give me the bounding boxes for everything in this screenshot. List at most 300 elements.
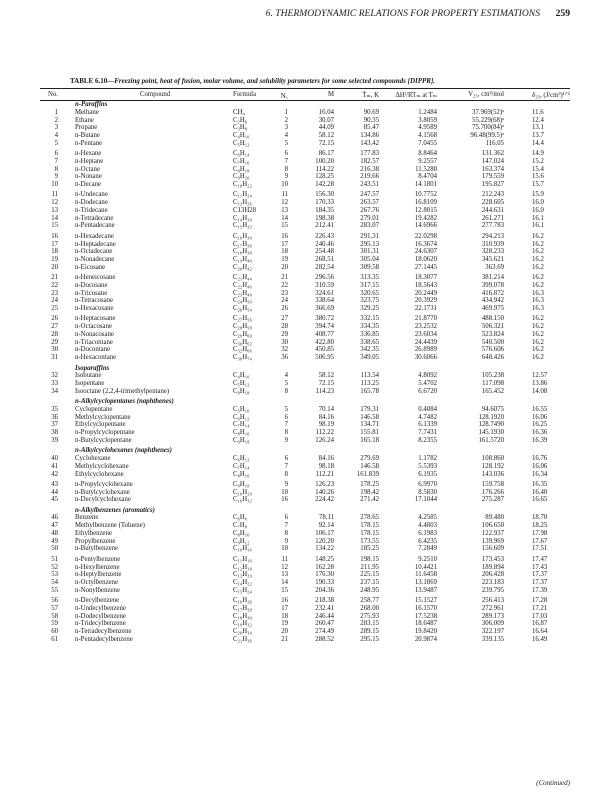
cell-compound: n-Octane	[75, 165, 100, 173]
cell-no: 4	[54, 132, 58, 139]
cell-compound: n-Hexacosane	[75, 305, 114, 313]
cell-compound: n-Nonane	[75, 173, 102, 181]
cell-compound: n-Octadecane	[75, 248, 113, 256]
cell-compound: n-Triacontane	[75, 338, 113, 346]
cell-nc: 18	[281, 612, 288, 620]
cell-hf: 4.2585	[418, 514, 437, 522]
cell-formula: C₁₃H₂₀	[233, 571, 252, 579]
cell-formula: C₇H₁₄	[233, 462, 250, 470]
cell-hf: 17.1044	[414, 496, 437, 504]
cell-hf: 18.0620	[414, 256, 437, 264]
cell-d: 13.7	[532, 132, 544, 139]
group-label: n-Paraffins	[75, 101, 108, 108]
cell-formula: C₈H₁₀	[233, 529, 250, 537]
table-row	[40, 471, 570, 479]
cell-v: 94.6075	[481, 405, 504, 413]
cell-m: 254.48	[315, 248, 334, 256]
cell-formula: C₈H₁₆	[233, 470, 250, 478]
cell-hf: 23.2532	[414, 323, 437, 331]
cell-d: 15.2	[532, 157, 544, 165]
cell-no: 37	[51, 421, 58, 429]
cell-v: 363.69	[485, 263, 504, 271]
cell-compound: n-Decane	[75, 181, 102, 189]
cell-compound: Benzene	[75, 514, 99, 522]
cell-nc: 24	[281, 297, 288, 305]
cell-m: 86.17	[318, 150, 334, 158]
cell-m: 338.64	[315, 297, 334, 305]
cell-nc: 9	[284, 537, 288, 545]
cell-d: 16.2	[532, 354, 544, 362]
cell-d: 17.67	[532, 537, 548, 545]
cell-compound: Ethylcyclohexane	[75, 470, 124, 478]
cell-compound: n-Tridecane	[75, 206, 108, 214]
cell-formula: C₂₇H₅₆	[233, 315, 252, 323]
cell-hf: 12.8015	[414, 206, 437, 214]
cell-m: 142.28	[315, 181, 334, 189]
cell-hf: 11.5280	[415, 165, 437, 173]
cell-tm: 165.18	[360, 436, 379, 444]
cell-hf: 10.7752	[414, 191, 437, 199]
cell-hf: 22.0298	[414, 232, 437, 240]
cell-no: 47	[51, 522, 58, 530]
cell-d: 16.36	[532, 429, 548, 437]
cell-nc: 22	[281, 281, 288, 289]
table-caption	[70, 77, 435, 85]
cell-m: 140.26	[315, 488, 334, 496]
cell-no: 38	[51, 429, 58, 437]
cell-tm: 267.76	[360, 206, 379, 214]
cell-formula: C₂₆H₅₄	[233, 305, 252, 313]
cell-v: 339.135	[481, 635, 504, 643]
cell-m: 98.19	[318, 421, 334, 429]
cell-hf: 15.1527	[414, 597, 437, 605]
table-row	[40, 207, 570, 215]
cell-d: 16.2	[532, 346, 544, 354]
cell-v: 195.827	[481, 181, 504, 189]
cell-m: 170.33	[315, 199, 334, 207]
cell-nc: 19	[281, 620, 288, 628]
cell-m: 408.77	[315, 330, 334, 338]
cell-v: 176.266	[481, 488, 504, 496]
cell-compound: Isooctane (2,2,4-trimethylpentane)	[75, 387, 170, 395]
cell-m: 232.41	[315, 604, 334, 612]
cell-hf: 0.4084	[418, 405, 437, 413]
cell-compound: n-Hexacontane	[75, 354, 117, 362]
cell-formula: CH₄	[233, 108, 245, 116]
cell-nc: 9	[284, 480, 288, 488]
cell-d: 16.2	[532, 330, 544, 338]
cell-m: 84.16	[318, 413, 334, 421]
cell-v: 540.500	[481, 338, 504, 346]
cell-d: 16.39	[532, 436, 548, 444]
cell-tm: 178.25	[360, 480, 379, 488]
cell-m: 310.59	[315, 281, 334, 289]
cell-m: 114.22	[315, 165, 334, 173]
cell-formula: C₃₆H₇₄	[233, 354, 252, 362]
cell-v: 122.937	[481, 529, 504, 537]
table-row	[40, 305, 570, 313]
cell-no: 43	[51, 480, 58, 488]
table-row	[40, 372, 570, 380]
cell-m: 78.11	[318, 514, 334, 522]
table-row	[40, 274, 570, 282]
cell-tm: 134.86	[360, 132, 379, 139]
cell-v: 228.605	[481, 199, 504, 207]
cell-tm: 291.31	[360, 232, 379, 240]
cell-hf: 7.7431	[418, 429, 437, 437]
cell-formula: C₂₁H₄₄	[233, 274, 252, 282]
cell-no: 23	[51, 289, 58, 297]
table-row	[40, 158, 570, 166]
cell-tm: 283.15	[360, 620, 379, 628]
cell-nc: 7	[284, 522, 288, 530]
cell-v: 239.795	[481, 586, 504, 594]
cell-no: 32	[51, 372, 58, 380]
cell-v: 294.213	[481, 232, 504, 240]
cell-hf: 27.1445	[414, 263, 437, 271]
cell-d: 15.6	[532, 173, 544, 181]
cell-d: 17.47	[532, 555, 548, 563]
cell-hf: 4.4803	[418, 522, 437, 530]
cell-no: 48	[51, 529, 58, 537]
cell-m: 156.30	[315, 191, 334, 199]
cell-no: 59	[51, 620, 58, 628]
cell-nc: 16	[281, 496, 288, 504]
col-hf: ΔHᶠ/RTₘ at Tₘ	[395, 92, 437, 99]
cell-d: 17.21	[532, 604, 548, 612]
cell-formula: C₆H₁₂	[233, 413, 250, 421]
cell-no: 46	[51, 514, 58, 522]
cell-no: 39	[51, 436, 58, 444]
cell-no: 45	[51, 496, 58, 504]
group-label: n-Alkylcyclohexanes (naphthenes)	[75, 447, 172, 455]
table-row	[40, 579, 570, 587]
cell-formula: C₂₀H₄₂	[233, 263, 252, 271]
group-header	[40, 507, 570, 515]
cell-tm: 211.95	[360, 563, 379, 571]
cell-d: 16.35	[532, 480, 548, 488]
cell-formula: C₆H₁₄	[233, 150, 250, 158]
table-row	[40, 380, 570, 388]
cell-d: 16.25	[532, 421, 548, 429]
cell-no: 33	[51, 380, 58, 388]
cell-hf: 23.6034	[414, 330, 437, 338]
cell-m: 106.17	[315, 529, 334, 537]
cell-compound: Ethylcyclopentane	[75, 421, 126, 429]
cell-nc: 8	[284, 387, 288, 395]
cell-formula: C₉H₁₈	[233, 436, 250, 444]
cell-tm: 178.15	[360, 529, 379, 537]
cell-compound: n-Tetradecylbenzene	[75, 628, 132, 636]
cell-m: 114.23	[315, 387, 334, 395]
cell-tm: 336.85	[360, 330, 379, 338]
cell-tm: 279.69	[360, 455, 379, 462]
cell-nc: 10	[281, 545, 288, 553]
cell-v: 576.606	[481, 346, 504, 354]
cell-no: 50	[51, 545, 58, 553]
cell-m: 450.85	[315, 346, 334, 354]
cell-d: 16.55	[532, 405, 548, 413]
col-compound: Compound	[140, 91, 171, 98]
cell-m: 120.20	[315, 537, 334, 545]
cell-m: 30.07	[318, 116, 334, 124]
table-row	[40, 496, 570, 504]
group-header	[40, 365, 570, 373]
cell-tm: 146.58	[360, 413, 379, 421]
table-row	[40, 199, 570, 207]
table-row	[40, 522, 570, 530]
cell-no: 30	[51, 346, 58, 354]
cell-m: 126.23	[315, 480, 334, 488]
cell-compound: n-Nonadecane	[75, 256, 115, 264]
cell-compound: n-Decylbenzene	[75, 597, 120, 605]
cell-compound: n-Heptadecane	[75, 240, 116, 248]
cell-no: 27	[51, 323, 58, 331]
cell-compound: n-Butylbenzene	[75, 545, 119, 553]
cell-no: 5	[54, 139, 58, 147]
cell-nc: 14	[281, 214, 288, 222]
cell-hf: 6.1339	[418, 421, 437, 429]
cell-no: 40	[51, 455, 58, 462]
cell-m: 268.51	[315, 256, 334, 264]
cell-tm: 275.93	[360, 612, 379, 620]
cell-formula: C₅H₁₂	[233, 380, 250, 388]
table-row	[40, 140, 570, 148]
cell-tm: 90.35	[363, 116, 379, 124]
cell-v: 272.961	[481, 604, 504, 612]
cell-nc: 8	[284, 470, 288, 478]
cell-v: 116.05	[485, 139, 504, 147]
cell-nc: 13	[281, 206, 288, 214]
group-label: n-Alkylcyclopentanes (naphthenes)	[75, 398, 174, 406]
cell-compound: n-Dodecane	[75, 199, 108, 207]
cell-compound: Methane	[75, 108, 99, 116]
table-row	[40, 323, 570, 331]
cell-tm: 177.83	[360, 150, 379, 158]
cell-nc: 12	[281, 563, 288, 571]
cell-no: 60	[51, 628, 58, 636]
cell-d: 17.37	[532, 571, 548, 579]
cell-tm: 271.42	[360, 496, 379, 504]
cell-nc: 8	[284, 529, 288, 537]
col-formula: Formula	[233, 91, 257, 98]
cell-d: 16.2	[532, 281, 544, 289]
cell-no: 52	[51, 563, 58, 571]
cell-nc: 6	[284, 413, 288, 421]
cell-no: 17	[51, 240, 58, 248]
cell-hf: 9.2510	[418, 555, 437, 563]
cell-m: 288.52	[315, 635, 334, 643]
col-v: V₂₅, cm³/mol	[468, 91, 504, 98]
cell-compound: n-Docontane	[75, 346, 111, 354]
cell-no: 15	[51, 222, 58, 230]
cell-hf: 6.6720	[418, 387, 437, 395]
cell-hf: 4.9589	[418, 124, 437, 132]
cell-d: 16.3	[532, 305, 544, 313]
table-row	[40, 414, 570, 422]
table-row	[40, 636, 570, 644]
cell-m: 506.95	[315, 354, 334, 362]
cell-hf: 13.9487	[414, 586, 437, 594]
cell-nc: 6	[284, 455, 288, 462]
cell-v: 261.271	[481, 214, 504, 222]
cell-no: 11	[51, 191, 58, 199]
cell-compound: Propane	[75, 124, 98, 132]
cell-d: 12.57	[532, 372, 548, 380]
caption-text: —Freezing point, heat of fusion, molar volume, and solubility parameters for some selected compounds [DIPPR].	[107, 77, 436, 85]
cell-formula: C₁₈H₃₀	[233, 612, 252, 620]
cell-m: 394.74	[315, 323, 334, 331]
cell-nc: 5	[284, 380, 288, 388]
cell-hf: 1.1782	[418, 455, 437, 462]
cell-m: 260.47	[315, 620, 334, 628]
cell-compound: n-Propylcyclohexane	[75, 480, 133, 488]
cell-compound: n-Pentadecane	[75, 222, 115, 230]
cell-formula: C₁₆H₂₆	[233, 597, 252, 605]
table-row	[40, 215, 570, 223]
cell-v: 55.229(68)ᵃ	[472, 116, 504, 124]
cell-v: 75.700(84)ᵃ	[472, 124, 504, 132]
cell-tm: 248.95	[360, 586, 379, 594]
cell-hf: 11.6458	[415, 571, 437, 579]
cell-no: 14	[51, 214, 58, 222]
cell-nc: 13	[281, 571, 288, 579]
cell-nc: 14	[281, 579, 288, 587]
cell-compound: n-Undecane	[75, 191, 108, 199]
cell-m: 112.22	[315, 429, 334, 437]
cell-v: 89.480	[485, 514, 504, 522]
cell-v: 145.1930	[478, 429, 504, 437]
cell-no: 61	[51, 635, 58, 643]
cell-formula: C₇H₈	[233, 522, 248, 530]
cell-m: 324.61	[315, 289, 334, 297]
cell-d: 16.2	[532, 274, 544, 282]
cell-m: 148.25	[315, 555, 334, 563]
cell-nc: 8	[284, 165, 288, 173]
cell-formula: C₁₀H₂₀	[233, 488, 252, 496]
cell-tm: 225.15	[360, 571, 379, 579]
cell-compound: n-Butylcyclopentane	[75, 436, 132, 444]
cell-d: 16.2	[532, 240, 544, 248]
cell-tm: 161.839	[356, 470, 379, 478]
cell-nc: 16	[281, 232, 288, 240]
cell-d: 16.0	[532, 199, 544, 207]
cell-hf: 20.2449	[414, 289, 437, 297]
cell-m: 112.21	[315, 470, 334, 478]
cell-v: 328.233	[481, 248, 504, 256]
cell-v: 381.214	[481, 274, 504, 282]
cell-v: 256.413	[481, 597, 504, 605]
cell-m: 16.04	[318, 108, 334, 116]
table-row	[40, 538, 570, 546]
table-row	[40, 514, 570, 522]
cell-v: 173.453	[481, 555, 504, 563]
cell-compound: Propylbenzene	[75, 537, 116, 545]
cell-formula: C₂₂H₄₆	[233, 281, 252, 289]
table-row	[40, 587, 570, 595]
cell-no: 26	[51, 315, 58, 323]
cell-d: 16.49	[532, 635, 548, 643]
cell-formula: C₁₁H₂₄	[233, 191, 252, 199]
cell-hf: 6.9970	[418, 480, 437, 488]
continued-note: (Continued)	[536, 779, 570, 787]
cell-d: 12.4	[532, 116, 544, 124]
cell-hf: 6.1935	[418, 470, 437, 478]
cell-hf: 1.2484	[418, 108, 437, 116]
cell-tm: 268.00	[360, 604, 379, 612]
cell-no: 56	[51, 597, 58, 605]
cell-hf: 16.3674	[414, 240, 437, 248]
cell-tm: 329.25	[360, 305, 379, 313]
table-row	[40, 556, 570, 564]
cell-tm: 320.65	[360, 289, 379, 297]
cell-hf: 18.6487	[414, 620, 437, 628]
cell-nc: 1	[284, 108, 288, 116]
cell-nc: 6	[284, 514, 288, 522]
cell-compound: n-Docosane	[75, 281, 108, 289]
cell-tm: 237.15	[360, 579, 379, 587]
cell-nc: 29	[281, 330, 288, 338]
page-number: 259	[555, 8, 570, 19]
table-row	[40, 463, 570, 471]
cell-d: 16.2	[532, 232, 544, 240]
table-row	[40, 628, 570, 636]
cell-v: 275.287	[481, 496, 504, 504]
table-row	[40, 421, 570, 429]
cell-no: 49	[51, 537, 58, 545]
cell-d: 14.9	[532, 150, 544, 158]
cell-compound: n-Propylcyclopentane	[75, 429, 135, 437]
table-row	[40, 564, 570, 572]
cell-v: 289.173	[481, 612, 504, 620]
cell-d: 16.3	[532, 289, 544, 297]
cell-d: 16.3	[532, 297, 544, 305]
cell-d: 18.70	[532, 514, 548, 522]
cell-m: 176.30	[315, 571, 334, 579]
cell-tm: 182.57	[360, 157, 379, 165]
cell-no: 10	[51, 181, 58, 189]
cell-compound: n-Butylcyclohexane	[75, 488, 130, 496]
cell-formula: C₆H₆	[233, 514, 248, 522]
cell-formula: C₁₇H₂₈	[233, 604, 252, 612]
cell-nc: 11	[281, 555, 288, 563]
cell-nc: 36	[281, 354, 288, 362]
cell-hf: 24.6307	[414, 248, 437, 256]
cell-hf: 5.4702	[418, 380, 437, 388]
cell-formula: C₂₈H₅₈	[233, 323, 252, 331]
cell-hf: 21.8770	[414, 315, 437, 323]
cell-no: 41	[51, 462, 58, 470]
cell-hf: 9.2557	[418, 157, 437, 165]
cell-formula: C₄H₁₀	[233, 132, 250, 139]
cell-formula: C₁₄H₂₂	[233, 579, 252, 587]
cell-compound: n-Hexadecane	[75, 232, 114, 240]
cell-m: 58.12	[318, 372, 334, 380]
cell-compound: Methylcyclopentane	[75, 413, 131, 421]
table-row	[40, 264, 570, 272]
cell-no: 35	[51, 405, 58, 413]
cell-compound: Cyclohexane	[75, 455, 111, 462]
cell-m: 190.33	[315, 579, 334, 587]
cell-d: 16.2	[532, 323, 544, 331]
cell-d: 17.28	[532, 597, 548, 605]
table-row	[40, 339, 570, 347]
cell-m: 84.16	[318, 455, 334, 462]
cell-v: 128.7490	[478, 421, 504, 429]
cell-hf: 8.5830	[418, 488, 437, 496]
cell-no: 8	[54, 165, 58, 173]
cell-compound: n-Hexylbenzene	[75, 563, 120, 571]
